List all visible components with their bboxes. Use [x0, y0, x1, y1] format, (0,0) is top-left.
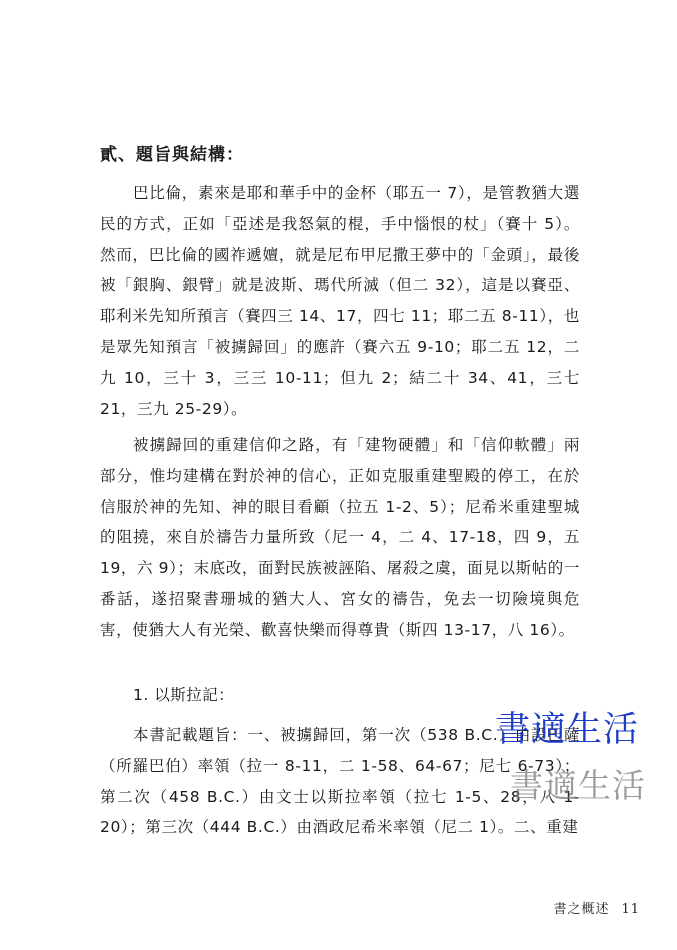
page-number: 11 [621, 902, 640, 917]
paragraph-restoration: 被擄歸回的重建信仰之路，有「建物硬體」和「信仰軟體」兩部分，惟均建構在對於神的信心，正如克服重建聖殿的停工，在於信服於神的先知、神的眼目看顧（拉五 1-2、5）；尼希米重建聖城的阻撓，來自於禱告力量所致（尼一 4，二 4、17-18，四 9，五 19，六 9）；末底改，面對民族被誣陷、屠殺之虞，面見以斯帖的一番話，遂招聚書珊城的猶大人、宮女的禱告，免去一切險境與危害，使猶大人有光榮、歡喜快樂而得尊貴（斯四 13-17，八 16）。 [100, 436, 580, 639]
watermark-primary: 書適生活 [495, 710, 640, 750]
paragraph-babylon: 巴比倫，素來是耶和華手中的金杯（耶五一 7），是管教猶大選民的方式，正如「亞述是我怒氣的棍，手中惱恨的杖」（賽十 5）。然而，巴比倫的國祚遞嬗，就是尼布甲尼撒王夢中的「金頭」，最後被「銀胸、銀臂」就是波斯、瑪代所滅（但二 32），這是以賽亞、耶利米先知所預言（賽四三 14、17，四七 11；耶二五 8-11），也是眾先知預言「被擄歸回」的應許（賽六五 9-10；耶二五 12，二九 10，三十 3，三三 10-11；但九 2；結二十 34、41，三七 21，三九 25-29）。 [100, 184, 580, 418]
paragraph-ezra-themes: 本書記載題旨：一、被擄歸回，第一次（538 B.C.）由設巴薩（所羅巴伯）率領（拉一 8-11，二 1-58、64-67；尼七 6-73）；第二次（458 B.C.）由文士以斯拉率領（拉七 1-5、28，八 1-20）；第三次（444 B.C.）由酒政尼希米率領（尼二 1）。二、重建 [100, 726, 580, 837]
page-footer [0, 898, 640, 917]
watermark-secondary: 書適生活 [510, 766, 646, 805]
running-title: 書之概述 [553, 902, 610, 917]
subheading-ezra: 1. 以斯拉記： [133, 686, 235, 704]
section-heading: 貳、題旨與結構： [100, 145, 244, 165]
